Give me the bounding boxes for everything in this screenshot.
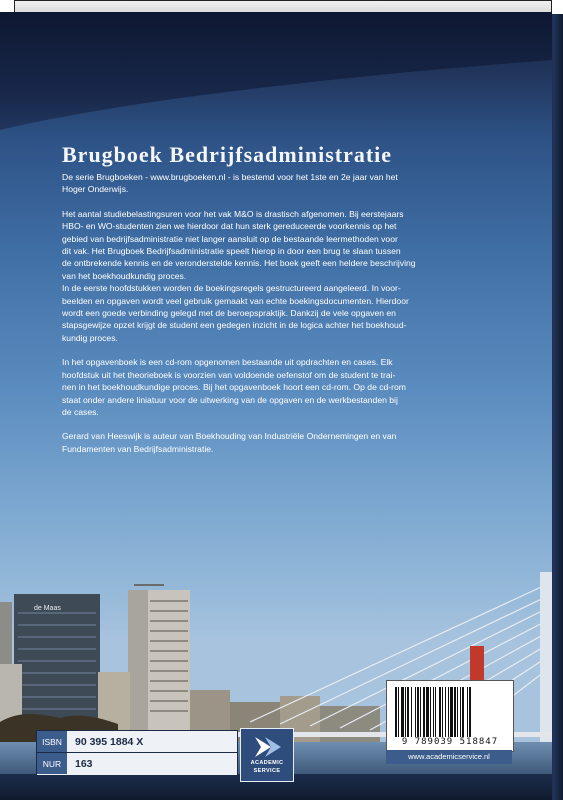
book-title: Brugboek Bedrijfsadministratie — [62, 142, 393, 167]
nur-label: NUR — [37, 753, 67, 774]
top-band — [0, 12, 552, 130]
barcode-bar — [462, 687, 464, 737]
barcode-bar — [442, 687, 443, 737]
barcode-bar — [454, 687, 456, 737]
description-line: Hoger Onderwijs. — [62, 184, 129, 195]
description-line: De serie Brugboeken - www.brugboeken.nl - is bestemd voor het 1ste en 2e jaar van het — [62, 172, 398, 182]
barcode-bar — [469, 687, 471, 737]
description-line: wordt een goede verbinding gelegd met de beroepspraktijk. Dankzij de vele opgaven en — [62, 308, 396, 319]
description-paragraph — [62, 282, 532, 344]
description-line: de ontbrekende kennis en de veronderstelde kennis. Het boek geeft een heldere beschrijving — [62, 258, 416, 269]
barcode-bar — [439, 687, 441, 737]
description — [62, 171, 532, 455]
description-line: Het aantal studiebelastingsuren voor het vak M&O is drastisch afgenomen. Bij eerstejaars — [62, 208, 404, 219]
building-sign: de Maas — [34, 605, 61, 612]
description-line: In de eerste hoofdstukken worden de boekingsregels gestructureerd aangeleerd. In voor- — [62, 283, 401, 294]
description-line: beelden en opgaven wordt veel gebruik gemaakt van echte boekingsdocumenten. Hierdoor — [62, 295, 409, 306]
barcode-bar — [457, 687, 458, 737]
barcode-bar — [448, 687, 449, 737]
description-line: HBO- en WO-studenten zien we hierdoor dat hun sterk gereduceerde voorkennis op het — [62, 221, 397, 232]
description-line: stapsgewijze opzet krijgt de student een gedegen inzicht in de logica achter het boekhoud- — [62, 320, 407, 331]
back-cover — [0, 12, 552, 800]
barcode-bar — [450, 687, 453, 737]
barcode-number: 9 789039 518847 — [401, 737, 499, 747]
isbn-row — [37, 731, 237, 753]
description-paragraph — [62, 430, 532, 455]
barcode-bar — [426, 687, 429, 737]
barcode-bar — [433, 687, 434, 737]
description-paragraph — [62, 208, 532, 282]
description-line: nen in het boekhoudkundige proces. Bij het opgavenboek hoort een cd-rom. Op de cd-rom — [62, 382, 406, 393]
description-line: kundig proces. — [62, 332, 118, 343]
barcode-bar — [445, 687, 446, 737]
barcode-bar — [398, 687, 399, 737]
description-line: staat onder andere liniatuur voor de uitwerking van de opgaven en de werkbestanden bij — [62, 394, 398, 405]
description-line: In het opgavenboek is een cd-rom opgenomen bestaande uit opdrachten en cases. Elk — [62, 357, 393, 368]
barcode-bar — [460, 687, 461, 737]
barcode-bar — [401, 687, 404, 737]
description-line: dit vak. Het Brugboek Bedrijfsadministratie speelt hierop in door een brug te slaan tussen — [62, 246, 401, 257]
barcode-bars — [393, 687, 507, 737]
barcode-bar — [435, 687, 436, 737]
description-paragraph — [62, 356, 532, 418]
description-line: hoofdstuk uit het theorieboek is voorzien van voldoende oefenstof om de student te trai- — [62, 369, 396, 380]
barcode-bar — [420, 687, 421, 737]
publisher-logo — [240, 728, 294, 782]
barcode-bar — [395, 687, 397, 737]
description-line: van het boekhoudkundig proces. — [62, 270, 187, 281]
description-line: Fundamenten van Bedrijfsadministratie. — [62, 443, 214, 454]
isbn-box — [36, 730, 238, 776]
publisher-name-line1: ACADEMIC — [250, 760, 284, 766]
description-line: Gerard van Heeswijk is auteur van Boekhouding van Industriële Ondernemingen en van — [62, 431, 397, 442]
barcode-bar — [417, 687, 419, 737]
barcode — [386, 680, 514, 752]
nur-row — [37, 753, 237, 774]
publisher-name-line2: SERVICE — [253, 768, 281, 774]
cover-text — [62, 142, 532, 467]
barcode-bar — [430, 687, 431, 737]
barcode-bar — [415, 687, 416, 737]
description-paragraph — [62, 171, 532, 196]
publisher-website: www.academicservice.nl — [386, 750, 512, 764]
barcode-bar — [423, 687, 425, 737]
barcode-bar — [467, 687, 468, 737]
barcode-bar — [411, 687, 412, 737]
arrow-logo-icon — [253, 737, 281, 757]
crane — [134, 584, 164, 586]
isbn-value: 90 395 1884 X — [75, 735, 144, 748]
description-line: de cases. — [62, 406, 99, 417]
nur-value: 163 — [75, 757, 93, 770]
barcode-bar — [405, 687, 406, 737]
isbn-label: ISBN — [37, 731, 67, 752]
description-line: gebied van bedrijfsadministratie niet langer aansluit op de bestaande leermethoden voor — [62, 233, 398, 244]
barcode-bar — [407, 687, 409, 737]
